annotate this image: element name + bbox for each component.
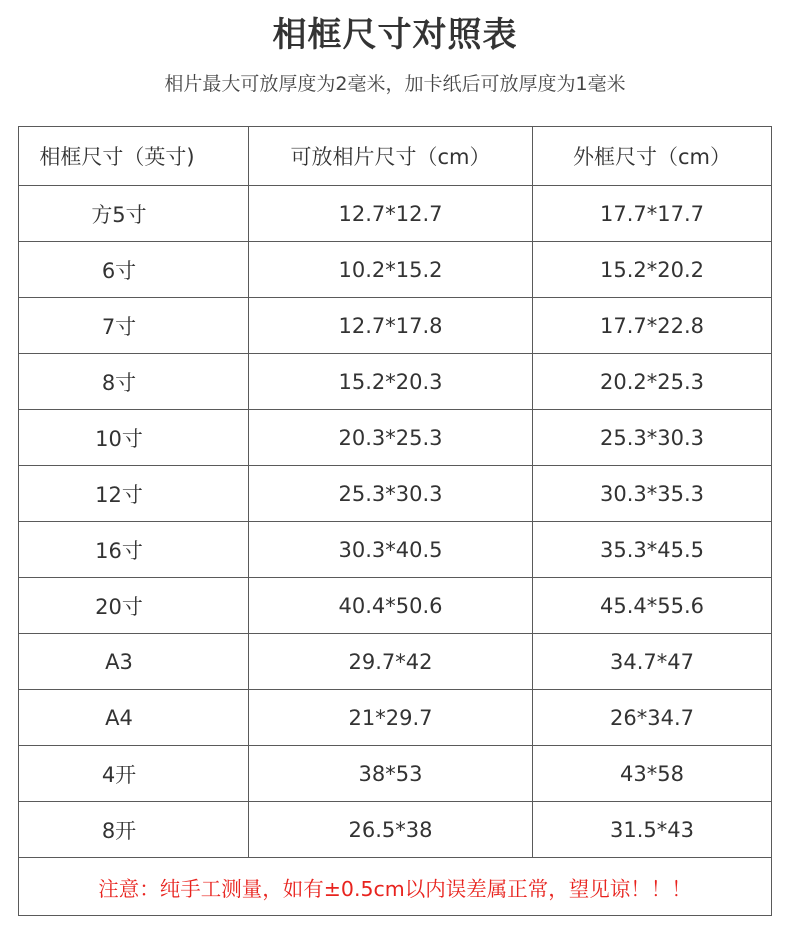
cell-frame-size [19, 186, 249, 242]
cell-frame-size [19, 578, 249, 634]
frame-size-value: 10寸 [95, 426, 143, 451]
table-row [19, 186, 772, 242]
outer-size-value: 25.3*30.3 [533, 410, 772, 466]
outer-size-value: 43*58 [533, 746, 772, 802]
table-row [19, 522, 772, 578]
header-photo-size: 可放相片尺寸（cm） [249, 127, 533, 186]
outer-size-value: 45.4*55.6 [533, 578, 772, 634]
frame-size-value: 方5寸 [91, 202, 147, 227]
outer-size-value: 15.2*20.2 [533, 242, 772, 298]
frame-size-value: 8开 [101, 818, 137, 843]
table-body [19, 127, 772, 916]
page-subtitle: 相片最大可放厚度为2毫米，加卡纸后可放厚度为1毫米 [164, 73, 626, 95]
table-row [19, 466, 772, 522]
photo-size-value: 29.7*42 [249, 634, 533, 690]
cell-frame-size [19, 354, 249, 410]
photo-size-value: 10.2*15.2 [249, 242, 533, 298]
outer-size-value: 17.7*22.8 [533, 298, 772, 354]
size-comparison-table [18, 126, 772, 916]
photo-size-value: 21*29.7 [249, 690, 533, 746]
cell-frame-size [19, 634, 249, 690]
table-row [19, 690, 772, 746]
table-row [19, 298, 772, 354]
table-row [19, 578, 772, 634]
cell-frame-size [19, 242, 249, 298]
cell-frame-size [19, 746, 249, 802]
frame-size-value: 8寸 [101, 370, 137, 395]
outer-size-value: 35.3*45.5 [533, 522, 772, 578]
outer-size-value: 31.5*43 [533, 802, 772, 858]
photo-size-value: 12.7*12.7 [249, 186, 533, 242]
table-row [19, 242, 772, 298]
frame-size-value: 16寸 [95, 538, 143, 563]
measurement-note: 注意：纯手工测量，如有±0.5cm以内误差属正常，望见谅！！！ [19, 858, 772, 916]
cell-frame-size [19, 466, 249, 522]
photo-size-value: 12.7*17.8 [249, 298, 533, 354]
table-row [19, 410, 772, 466]
frame-size-value: A4 [105, 705, 133, 730]
photo-size-value: 15.2*20.3 [249, 354, 533, 410]
table-row [19, 802, 772, 858]
cell-frame-size [19, 802, 249, 858]
frame-size-value: 20寸 [95, 594, 143, 619]
outer-size-value: 34.7*47 [533, 634, 772, 690]
header-cell-frame-size [19, 127, 249, 186]
outer-size-value: 30.3*35.3 [533, 466, 772, 522]
photo-size-value: 40.4*50.6 [249, 578, 533, 634]
cell-frame-size [19, 522, 249, 578]
header-outer-size: 外框尺寸（cm） [533, 127, 772, 186]
table-row [19, 746, 772, 802]
note-row [19, 858, 772, 916]
cell-frame-size [19, 410, 249, 466]
header-frame-size: 相框尺寸（英寸) [39, 145, 195, 169]
page-title: 相框尺寸对照表 [272, 15, 518, 55]
photo-size-value: 20.3*25.3 [249, 410, 533, 466]
table-row [19, 634, 772, 690]
table-row [19, 354, 772, 410]
outer-size-value: 26*34.7 [533, 690, 772, 746]
photo-size-value: 26.5*38 [249, 802, 533, 858]
outer-size-value: 17.7*17.7 [533, 186, 772, 242]
frame-size-value: 6寸 [101, 258, 137, 283]
photo-size-value: 30.3*40.5 [249, 522, 533, 578]
cell-frame-size [19, 298, 249, 354]
outer-size-value: 20.2*25.3 [533, 354, 772, 410]
frame-size-value: A3 [105, 649, 133, 674]
photo-size-value: 25.3*30.3 [249, 466, 533, 522]
frame-size-value: 7寸 [101, 314, 137, 339]
frame-size-value: 12寸 [95, 482, 143, 507]
photo-size-value: 38*53 [249, 746, 533, 802]
frame-size-value: 4开 [101, 762, 137, 787]
table-header-row [19, 127, 772, 186]
cell-frame-size [19, 690, 249, 746]
